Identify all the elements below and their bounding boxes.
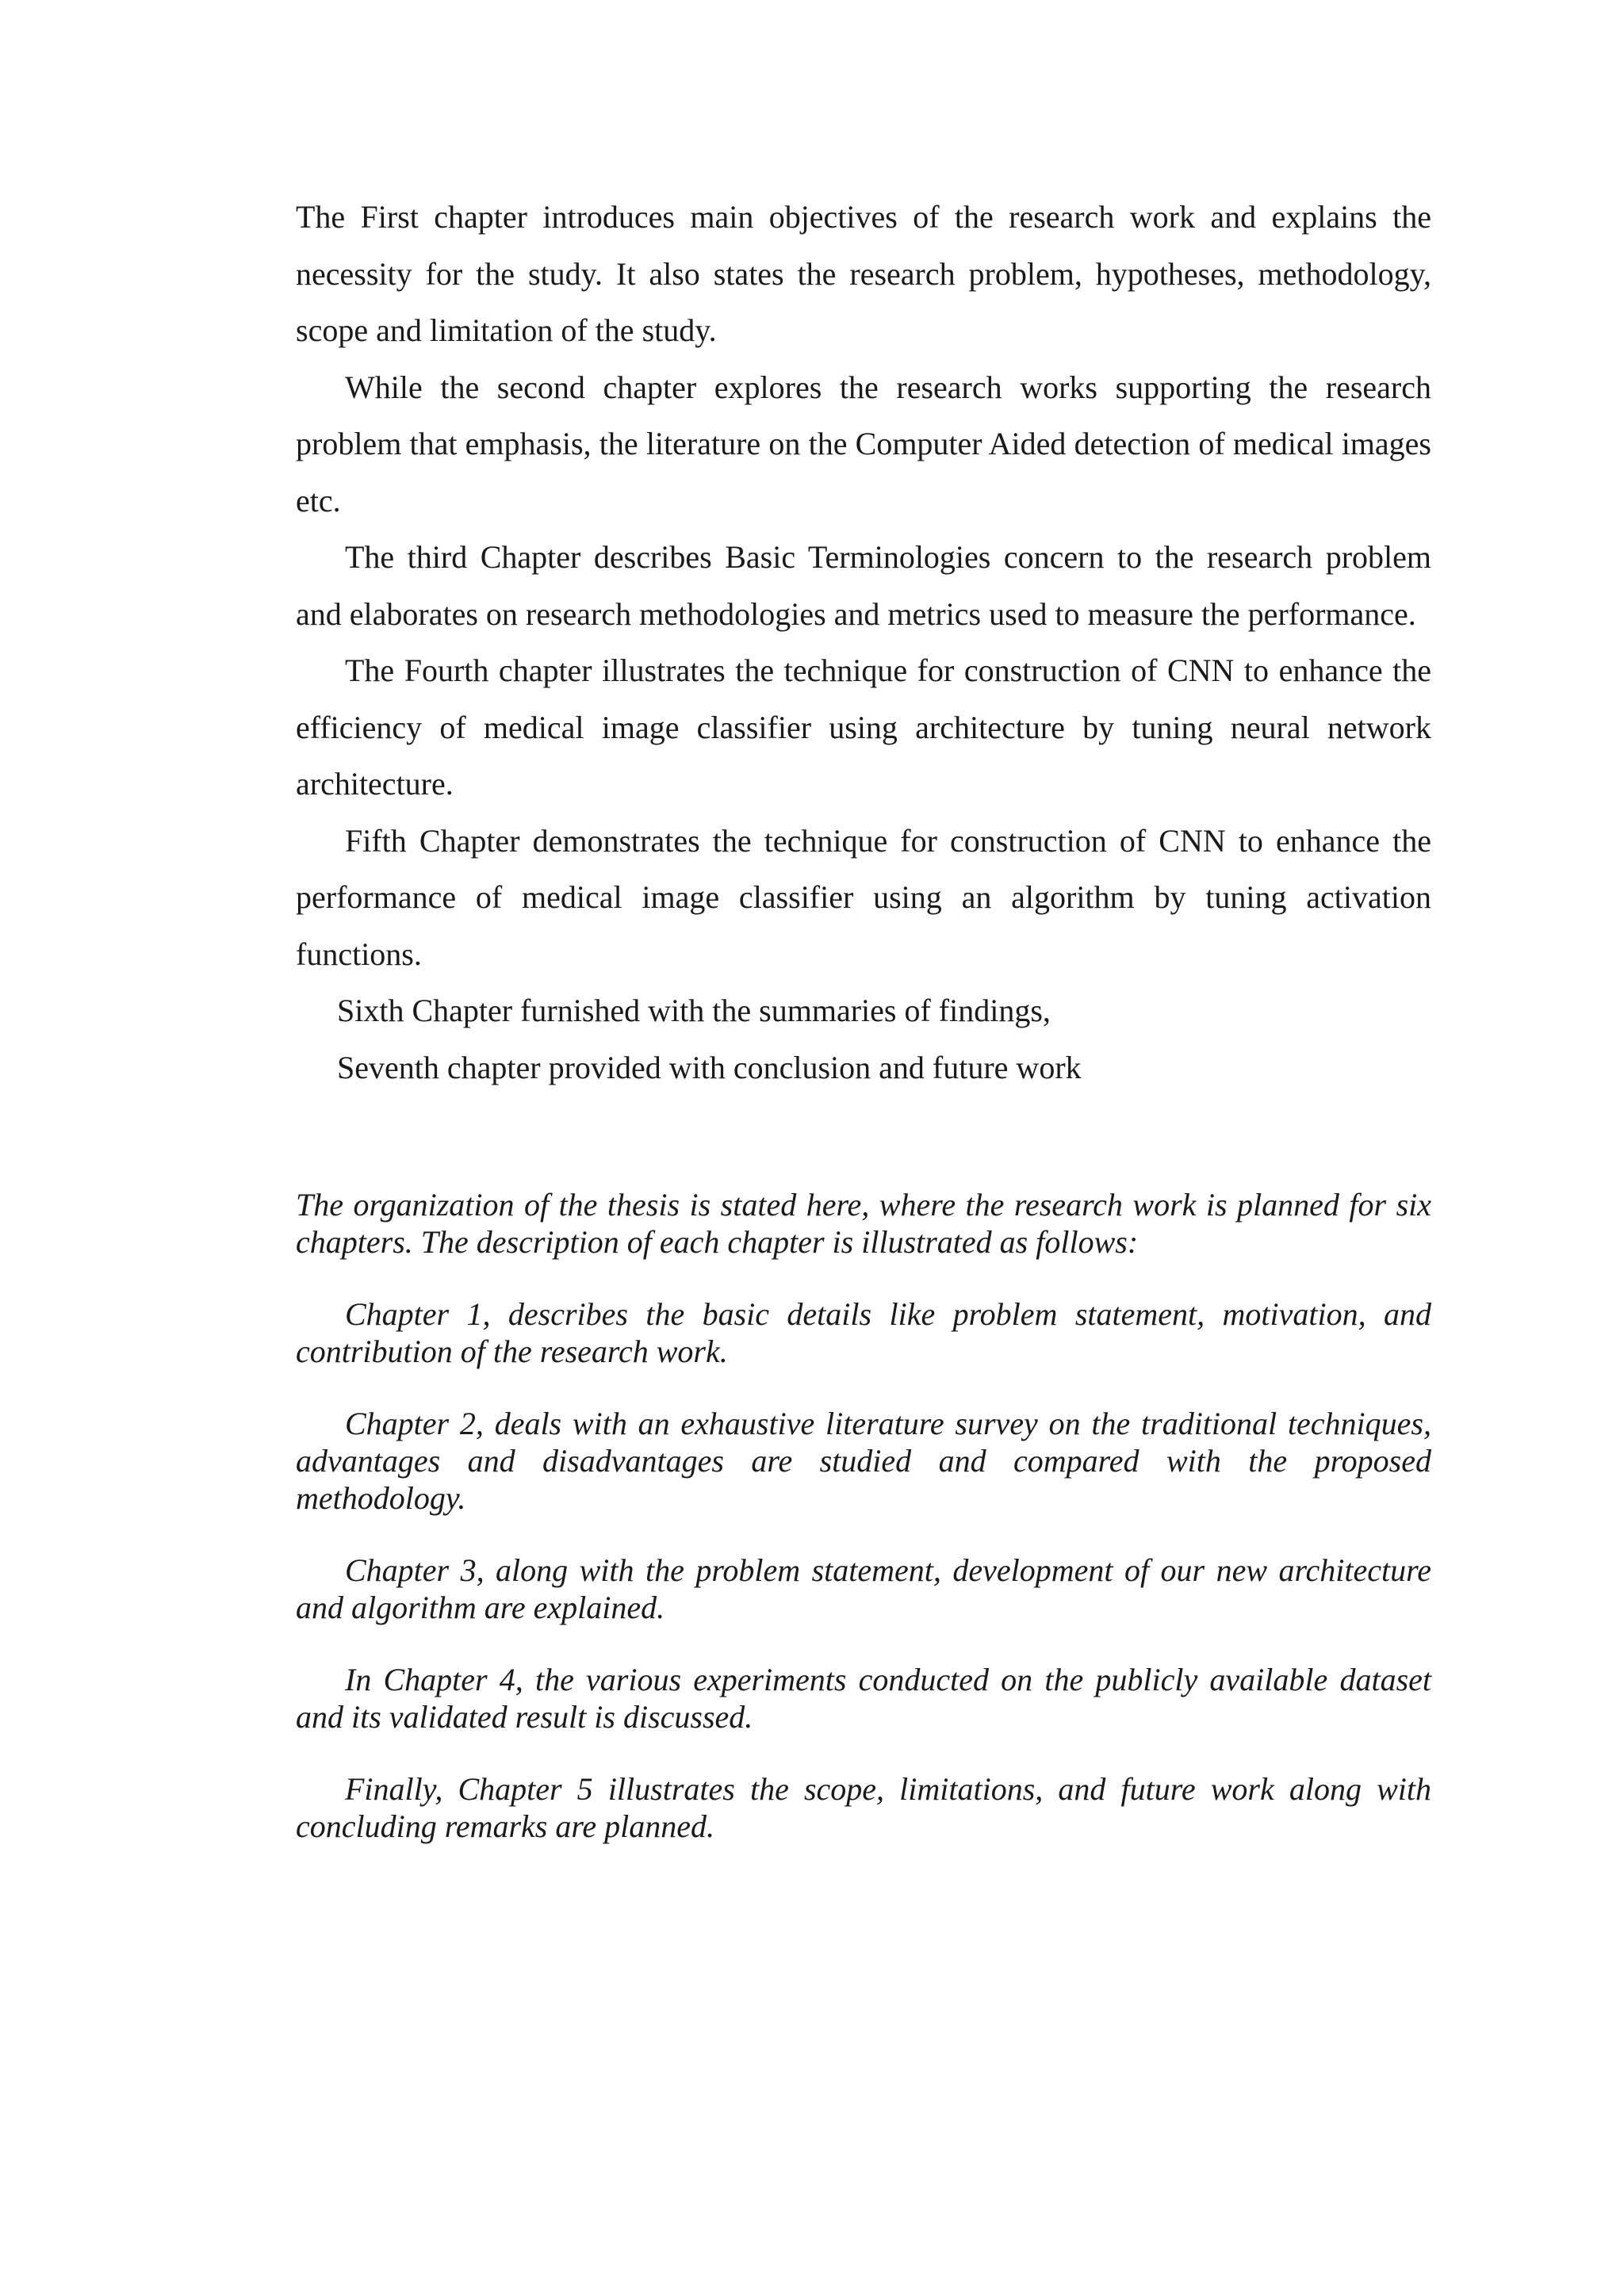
paragraph-third-chapter: The third Chapter describes Basic Terminologies concern to the research problem and elaborates on research methodologies and metrics used to measure the performance. bbox=[296, 539, 1431, 632]
paragraph-first-chapter: The First chapter introduces main objectives of the research work and explains the necessity for the study. It also states the research problem, hypotheses, methodology, scope and limitation of the study. bbox=[296, 199, 1431, 348]
paragraph-chapter-3: Chapter 3, along with the problem statement, development of our new architecture and algorithm are explained. bbox=[296, 1552, 1431, 1625]
paragraph-chapter-2: Chapter 2, deals with an exhaustive literature survey on the traditional techniques, advantages and disadvantages are studied and compared with the proposed methodology. bbox=[296, 1406, 1431, 1516]
paragraph-organization-intro: The organization of the thesis is stated here, where the research work is planned for six chapters. The description of each chapter is illustrated as follows: bbox=[296, 1187, 1431, 1260]
paragraph-seventh-chapter: Seventh chapter provided with conclusion and future work bbox=[337, 1049, 1082, 1085]
paragraph-chapter-4: In Chapter 4, the various experiments conducted on the publicly available dataset and its validated result is discussed. bbox=[296, 1662, 1431, 1735]
paragraph-chapter-1: Chapter 1, describes the basic details like problem statement, motivation, and contribution of the research work. bbox=[296, 1296, 1431, 1369]
paragraph-second-chapter: While the second chapter explores the research works supporting the research problem that emphasis, the literature on the Computer Aided detection of medical images etc. bbox=[296, 369, 1431, 519]
paragraph-chapter-5: Finally, Chapter 5 illustrates the scope, limitations, and future work along with concluding remarks are planned. bbox=[296, 1771, 1431, 1844]
paragraph-sixth-chapter: Sixth Chapter furnished with the summaries of findings, bbox=[337, 993, 1051, 1028]
chapter-summary-section bbox=[296, 189, 1431, 1096]
paragraph-fourth-chapter: The Fourth chapter illustrates the technique for construction of CNN to enhance the efficiency of medical image classifier using architecture by tuning neural network architecture. bbox=[296, 652, 1431, 802]
paragraph-fifth-chapter: Fifth Chapter demonstrates the technique for construction of CNN to enhance the performance of medical image classifier using an algorithm by tuning activation functions. bbox=[296, 822, 1431, 972]
thesis-organization-section bbox=[296, 1186, 1431, 1880]
